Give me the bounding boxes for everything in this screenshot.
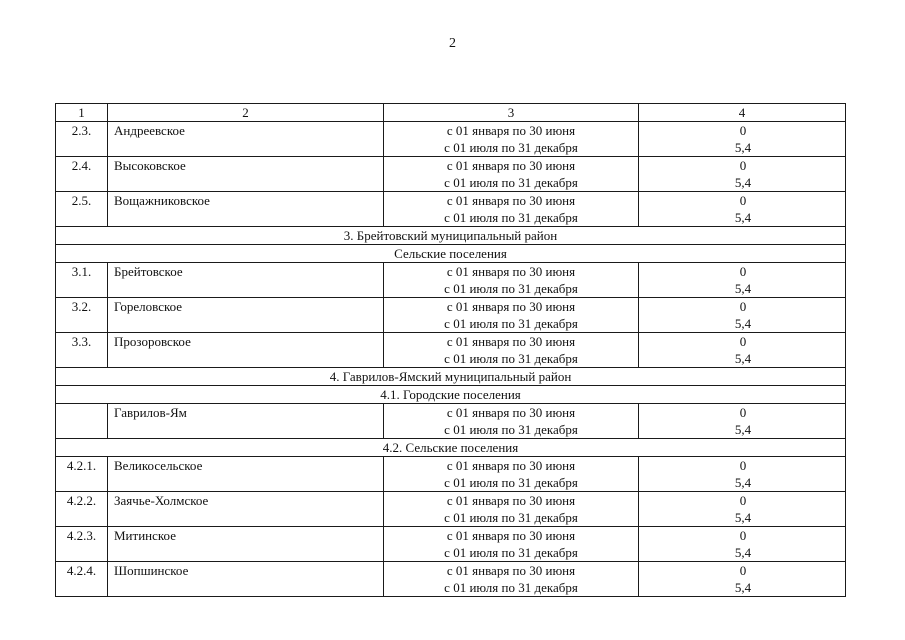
- period-second-half: с 01 июля по 31 декабря: [444, 422, 578, 437]
- rate-first-half: 0: [739, 158, 747, 173]
- rate-cell: [639, 157, 846, 192]
- section-title: 4. Гаврилов-Ямский муниципальный район: [56, 368, 846, 386]
- row-number: 2.3.: [56, 122, 108, 157]
- period-first-half: с 01 января по 30 июня: [446, 563, 576, 578]
- rate-first-half: 0: [739, 299, 747, 314]
- row-number: 4.2.3.: [56, 527, 108, 562]
- period-cell: [384, 562, 639, 597]
- period-cell: [384, 404, 639, 439]
- period-second-half: с 01 июля по 31 декабря: [444, 351, 578, 366]
- rate-cell: [639, 333, 846, 368]
- section-title: 3. Брейтовский муниципальный район: [56, 227, 846, 245]
- settlement-name: Андреевское: [108, 122, 384, 157]
- period-first-half: с 01 января по 30 июня: [446, 458, 576, 473]
- rate-cell: [639, 562, 846, 597]
- row-number: 3.2.: [56, 298, 108, 333]
- header-col-1: 1: [56, 104, 108, 122]
- rate-cell: [639, 457, 846, 492]
- settlement-name: Митинское: [108, 527, 384, 562]
- section-title: 4.2. Сельские поселения: [56, 439, 846, 457]
- section-header-row: [56, 368, 846, 386]
- rate-cell: [639, 122, 846, 157]
- settlement-name: Высоковское: [108, 157, 384, 192]
- period-second-half: с 01 июля по 31 декабря: [444, 475, 578, 490]
- rate-cell: [639, 298, 846, 333]
- row-number: 2.5.: [56, 192, 108, 227]
- table-row: [56, 122, 846, 157]
- section-title: Сельские поселения: [56, 245, 846, 263]
- period-first-half: с 01 января по 30 июня: [446, 334, 576, 349]
- period-second-half: с 01 июля по 31 декабря: [444, 210, 578, 225]
- header-row: [56, 104, 846, 122]
- table-row: [56, 333, 846, 368]
- period-second-half: с 01 июля по 31 декабря: [444, 545, 578, 560]
- period-cell: [384, 298, 639, 333]
- period-second-half: с 01 июля по 31 декабря: [444, 580, 578, 595]
- rate-second-half: 5,4: [734, 210, 752, 225]
- table-row: [56, 527, 846, 562]
- period-first-half: с 01 января по 30 июня: [446, 493, 576, 508]
- period-cell: [384, 492, 639, 527]
- row-number: 3.3.: [56, 333, 108, 368]
- table-row: [56, 192, 846, 227]
- row-number: [56, 404, 108, 439]
- period-first-half: с 01 января по 30 июня: [446, 158, 576, 173]
- header-col-3: 3: [384, 104, 639, 122]
- period-cell: [384, 263, 639, 298]
- table-row: [56, 298, 846, 333]
- rate-second-half: 5,4: [734, 316, 752, 331]
- row-number: 4.2.1.: [56, 457, 108, 492]
- period-cell: [384, 333, 639, 368]
- period-first-half: с 01 января по 30 июня: [446, 405, 576, 420]
- section-header-row: [56, 439, 846, 457]
- period-cell: [384, 457, 639, 492]
- period-second-half: с 01 июля по 31 декабря: [444, 281, 578, 296]
- table-row: [56, 157, 846, 192]
- row-number: 4.2.2.: [56, 492, 108, 527]
- period-first-half: с 01 января по 30 июня: [446, 299, 576, 314]
- rate-second-half: 5,4: [734, 422, 752, 437]
- row-number: 3.1.: [56, 263, 108, 298]
- settlement-name: Гореловское: [108, 298, 384, 333]
- period-cell: [384, 157, 639, 192]
- settlement-name: Прозоровское: [108, 333, 384, 368]
- rate-cell: [639, 492, 846, 527]
- period-first-half: с 01 января по 30 июня: [446, 123, 576, 138]
- table-row: [56, 562, 846, 597]
- period-second-half: с 01 июля по 31 декабря: [444, 175, 578, 190]
- rate-second-half: 5,4: [734, 510, 752, 525]
- period-first-half: с 01 января по 30 июня: [446, 264, 576, 279]
- header-col-4: 4: [639, 104, 846, 122]
- period-first-half: с 01 января по 30 июня: [446, 528, 576, 543]
- settlement-name: Шопшинское: [108, 562, 384, 597]
- section-header-row: [56, 386, 846, 404]
- settlement-name: Великосельское: [108, 457, 384, 492]
- rate-cell: [639, 263, 846, 298]
- rate-first-half: 0: [739, 563, 747, 578]
- rate-first-half: 0: [739, 493, 747, 508]
- tariff-table: [55, 103, 846, 597]
- rate-second-half: 5,4: [734, 175, 752, 190]
- rate-second-half: 5,4: [734, 475, 752, 490]
- rate-cell: [639, 404, 846, 439]
- rate-first-half: 0: [739, 123, 747, 138]
- page-number: 2: [449, 36, 456, 51]
- rate-second-half: 5,4: [734, 580, 752, 595]
- settlement-name: Гаврилов-Ям: [108, 404, 384, 439]
- rate-first-half: 0: [739, 264, 747, 279]
- settlement-name: Вощажниковское: [108, 192, 384, 227]
- rate-second-half: 5,4: [734, 545, 752, 560]
- header-col-2: 2: [108, 104, 384, 122]
- section-header-row: [56, 227, 846, 245]
- period-cell: [384, 527, 639, 562]
- rate-second-half: 5,4: [734, 351, 752, 366]
- table-row: [56, 263, 846, 298]
- row-number: 4.2.4.: [56, 562, 108, 597]
- period-first-half: с 01 января по 30 июня: [446, 193, 576, 208]
- rate-cell: [639, 192, 846, 227]
- period-second-half: с 01 июля по 31 декабря: [444, 510, 578, 525]
- rate-first-half: 0: [739, 528, 747, 543]
- row-number: 2.4.: [56, 157, 108, 192]
- table-row: [56, 492, 846, 527]
- rate-first-half: 0: [739, 334, 747, 349]
- section-title: 4.1. Городские поселения: [56, 386, 846, 404]
- period-cell: [384, 122, 639, 157]
- table-row: [56, 404, 846, 439]
- settlement-name: Заячье-Холмское: [108, 492, 384, 527]
- period-second-half: с 01 июля по 31 декабря: [444, 140, 578, 155]
- rate-second-half: 5,4: [734, 281, 752, 296]
- rate-cell: [639, 527, 846, 562]
- period-second-half: с 01 июля по 31 декабря: [444, 316, 578, 331]
- rate-second-half: 5,4: [734, 140, 752, 155]
- period-cell: [384, 192, 639, 227]
- table-row: [56, 457, 846, 492]
- section-header-row: [56, 245, 846, 263]
- table-body: [56, 104, 846, 597]
- rate-first-half: 0: [739, 405, 747, 420]
- rate-first-half: 0: [739, 458, 747, 473]
- rate-first-half: 0: [739, 193, 747, 208]
- settlement-name: Брейтовское: [108, 263, 384, 298]
